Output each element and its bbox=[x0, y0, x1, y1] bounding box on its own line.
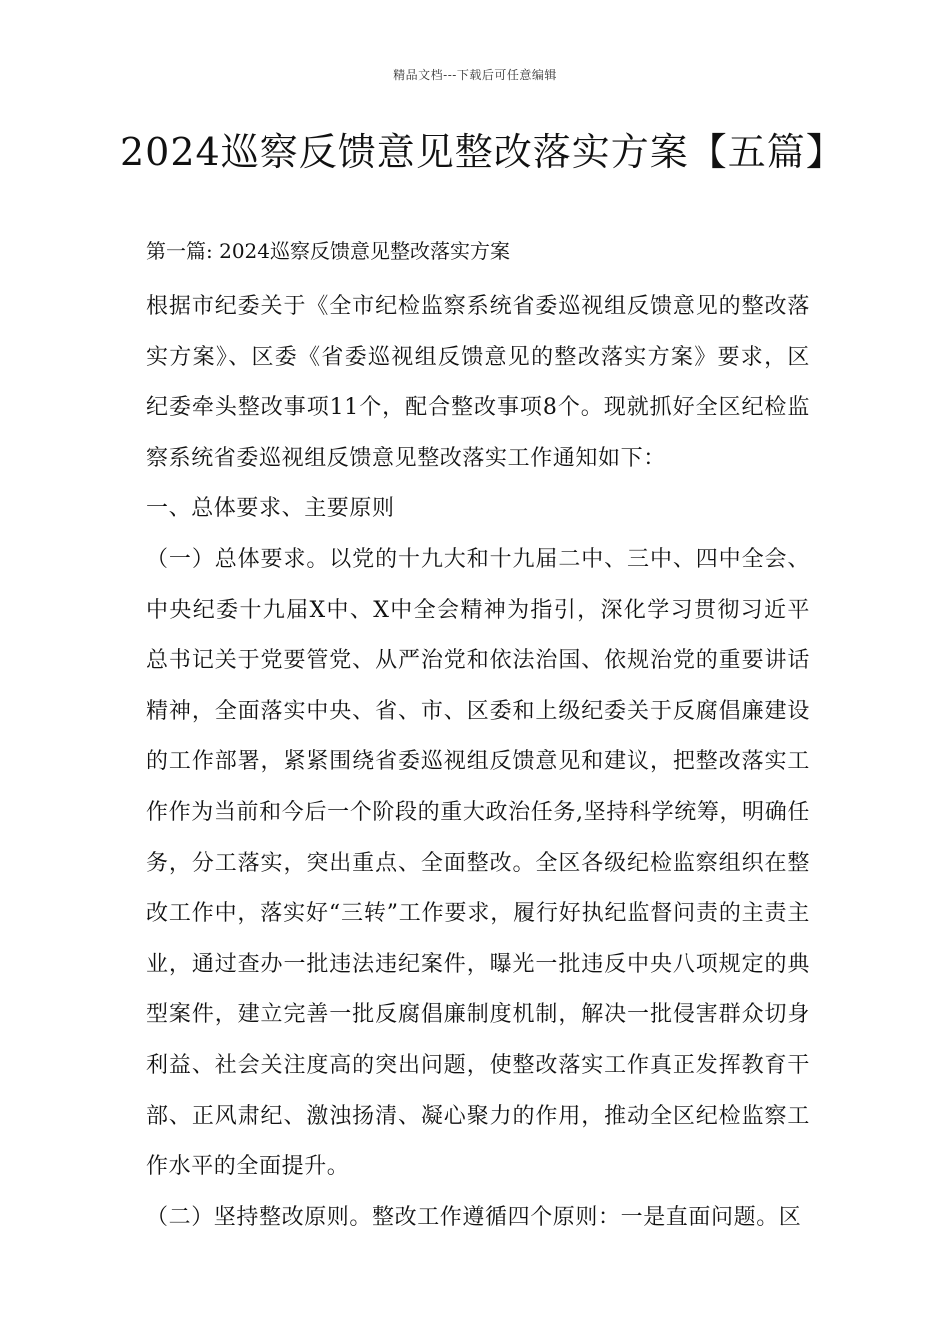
paragraph-intro: 根据市纪委关于《全市纪检监察系统省委巡视组反馈意见的整改落实方案》、区委《省委巡视组反馈意见的整改落实方案》要求，区纪委牵头整改事项11个，配合整改事项8个。现就抓好全区纪检监察系统省委巡视组反馈意见整改落实工作通知如下： bbox=[146, 294, 810, 471]
section-heading: 一、总体要求、主要原则 bbox=[146, 496, 395, 522]
header-note: 精品文档---下载后可任意编辑 bbox=[393, 68, 557, 82]
paragraph-principles: （二）坚持整改原则。整改工作遵循四个原则：一是直面问题。区 bbox=[146, 1204, 802, 1230]
paragraph-overall-requirements: （一）总体要求。以党的十九大和十九届二中、三中、四中全会、中央纪委十九届X中、X中全会精神为指引，深化学习贯彻习近平总书记关于党要管党、从严治党和依法治国、依规治党的重要讲话精神，全面落实中央、省、市、区委和上级纪委关于反腐倡廉建设的工作部署，紧紧围绕省委巡视组反馈意见和建议，把整改落实工作作为当前和今后一个阶段的重大政治任务,坚持科学统筹，明确任务，分工落实，突出重点、全面整改。全区各级纪检监察组织在整改工作中，落实好“三转”工作要求，履行好执纪监督问责的主责主业，通过查办一批违法违纪案件，曝光一批违反中央八项规定的典型案件，建立完善一批反腐倡廉制度机制，解决一批侵害群众切身利益、社会关注度高的突出问题，使整改落实工作真正发挥教育干部、正风肃纪、激浊扬清、凝心聚力的作用，推动全区纪检监察工作水平的全面提升。 bbox=[146, 546, 810, 1180]
document-subtitle: 第一篇: 2024巡察反馈意见整改落实方案 bbox=[146, 239, 510, 263]
document-body bbox=[146, 282, 810, 1243]
document-title: 2024巡察反馈意见整改落实方案【五篇】 bbox=[120, 130, 845, 174]
